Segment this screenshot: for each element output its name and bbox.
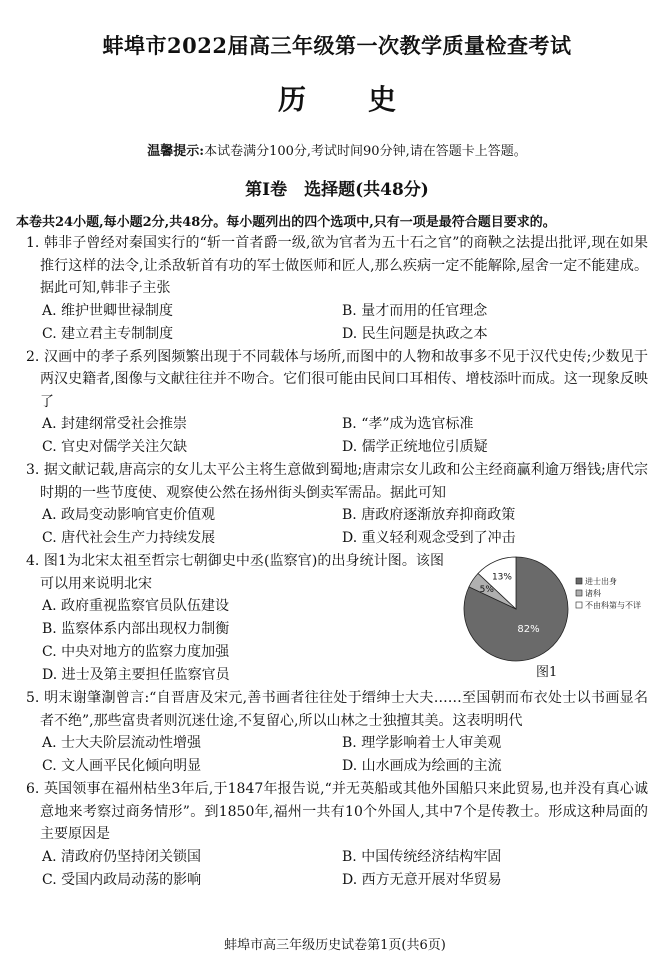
option-c[interactable]: C. 官史对儒学关注欠缺 (42, 439, 188, 455)
question-stem: 4. 图1为北宋太祖至哲宗七朝御史中丞(监察官)的出身统计图。该图可以用来说明北宋 (26, 553, 444, 592)
question-stem: 5. 明末谢肇淛曾言:“自晋唐及宋元,善书画者往往处于缙绅士大夫……至国朝而布衣处士以书画显名者不绝”,那些富贵者则沉迷仕途,不复留心,所以山林之士独擅其美。这表明明代 (26, 690, 648, 729)
option-b[interactable]: B. 量才而用的任官理念 (342, 302, 488, 319)
option-b[interactable]: B. “孝”成为选官标准 (342, 416, 474, 432)
option-d[interactable]: D. 儒学正统地位引质疑 (342, 439, 488, 455)
subject-title (26, 78, 648, 118)
option-a[interactable]: A. 清政府仍坚持闭关锁国 (42, 848, 202, 865)
question-4-text (26, 550, 444, 687)
option-c[interactable]: C. 文人画平民化倾向明显 (42, 758, 202, 774)
option-a[interactable]: A. 封建纲常受社会推崇 (42, 416, 188, 432)
legend-swatch-0 (576, 578, 582, 584)
option-a[interactable]: A. 政局变动影响官吏价值观 (42, 507, 216, 523)
subject-char-1: 历 (277, 83, 306, 116)
option-b[interactable]: B. 唐政府逐渐放弃抑商政策 (342, 507, 516, 523)
question-stem: 3. 据文献记载,唐高宗的女儿太平公主将生意做到蜀地;唐肃宗女儿政和公主经商赢利逾万缗钱;唐代宗时期的一些节度使、观察使公然在扬州街头倒卖军需品。据此可知 (26, 462, 648, 501)
option-c[interactable]: C. 建立君主专制制度 (42, 325, 174, 342)
question-5 (26, 687, 648, 778)
option-d[interactable]: D. 西方无意开展对华贸易 (342, 871, 502, 888)
question-1 (26, 232, 648, 346)
pie-label-0: 82% (517, 623, 540, 635)
pie-chart-figure (458, 554, 658, 686)
pie-chart (458, 554, 658, 664)
options (26, 732, 648, 778)
option-c[interactable]: C. 唐代社会生产力持续发展 (42, 530, 216, 546)
legend-label-2: 不由科第与不详 (585, 601, 641, 610)
option-d[interactable]: D. 进士及第主要担任监察官员 (42, 667, 230, 683)
option-b[interactable]: B. 中国传统经济结构牢固 (342, 848, 502, 865)
question-6 (26, 778, 648, 892)
tip-text: 本试卷满分100分,考试时间90分钟,请在答题卡上答题。 (204, 144, 527, 159)
question-stem: 1. 韩非子曾经对秦国实行的“斩一首者爵一级,欲为官者为五十石之官”的商鞅之法提出批评,现在如果推行这样的法令,让杀敌斩首有功的军士做医师和匠人,那么疾病一定不能解除,屋舍一定不能建成。据此可知,韩非子主张 (26, 235, 648, 296)
section-title: 第Ⅰ卷 选择题(共48分) (245, 180, 429, 200)
legend-label-0: 进士出身 (585, 577, 617, 586)
question-2 (26, 346, 648, 460)
exam-title: 蚌埠市2022届高三年级第一次教学质量检查考试 (102, 33, 572, 58)
option-a[interactable]: A. 政府重视监察官员队伍建设 (42, 598, 230, 614)
question-4 (26, 550, 648, 687)
options (26, 504, 648, 550)
legend-swatch-1 (576, 590, 582, 596)
tip-label: 温馨提示: (147, 144, 205, 159)
legend-label-1: 诸科 (585, 589, 601, 598)
option-a[interactable]: A. 士大夫阶层流动性增强 (42, 735, 202, 751)
option-c[interactable]: C. 受国内政局动荡的影响 (42, 871, 202, 888)
legend-swatch-2 (576, 602, 582, 608)
option-c[interactable]: C. 中央对地方的监察力度加强 (42, 644, 230, 660)
option-a[interactable]: A. 维护世卿世禄制度 (42, 302, 174, 319)
exam-tip (26, 140, 648, 159)
subject-char-2: 史 (368, 83, 397, 116)
option-d[interactable]: D. 重义轻利观念受到了冲击 (342, 530, 516, 546)
options (26, 413, 648, 459)
question-stem: 6. 英国领事在福州枯坐3年后,于1847年报告说,“并无英船或其他外国船只来此贸易,也并没有真心诚意地来考察过商务情形”。到1850年,福州一共有10个外国人,其中7个是传教士。形成这种局面的主要原因是 (26, 781, 648, 842)
figure-caption: 图1 (536, 665, 558, 680)
question-stem: 2. 汉画中的孝子系列图频繁出现于不同载体与场所,而图中的人物和故事多不见于汉代史传;少数见于两汉史籍者,图像与文献往往并不吻合。它们很可能由民间口耳相传、增枝添叶而成。这一现象反映了 (26, 348, 648, 410)
option-b[interactable]: B. 理学影响着士人审美观 (342, 735, 502, 751)
option-b[interactable]: B. 监察体系内部出现权力制衡 (42, 621, 230, 637)
options (26, 595, 444, 687)
pie-label-1: 5% (479, 585, 494, 596)
page-footer: 蚌埠市高三年级历史试卷第1页(共6页) (224, 938, 446, 953)
options (26, 300, 648, 346)
options (26, 846, 648, 892)
option-d[interactable]: D. 山水画成为绘画的主流 (342, 758, 502, 774)
section-intro: 本卷共24小题,每小题2分,共48分。每小题列出的四个选项中,只有一项是最符合题目要求的。 (16, 215, 556, 230)
question-3 (26, 459, 648, 550)
pie-label-2: 13% (491, 572, 512, 583)
option-d[interactable]: D. 民生问题是执政之本 (342, 325, 488, 342)
